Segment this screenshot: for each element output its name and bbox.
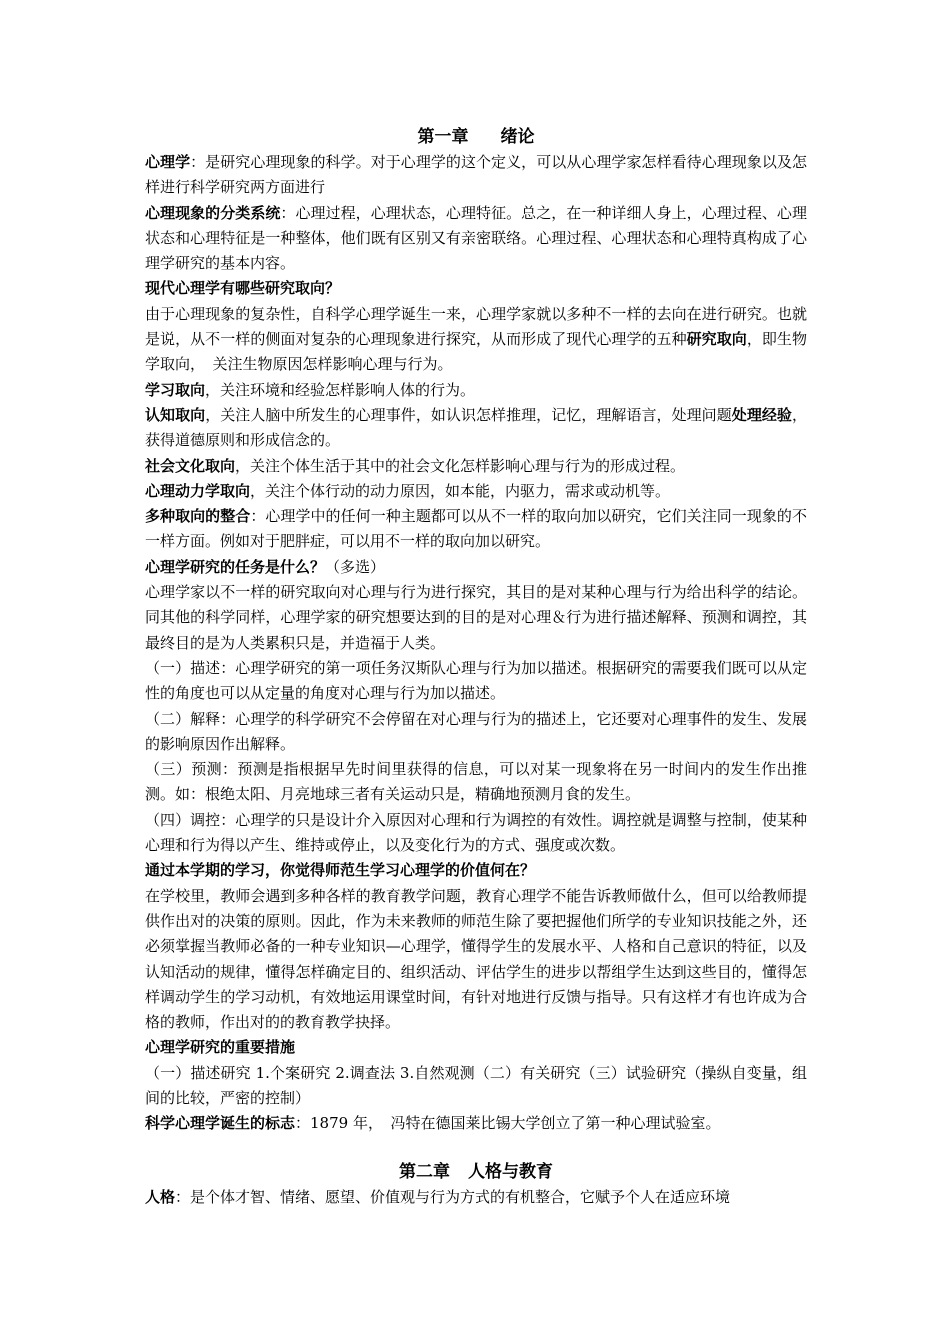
chapter-1-number: 第一章 <box>417 127 469 147</box>
paragraph-task-explain: （二）解释：心理学的科学研究不会停留在对心理与行为的描述上，它还要对心理事件的发生、发展的影响原因作出解释。 <box>145 709 807 753</box>
paragraph-learning-orientation: 学习取向，关注环境和经验怎样影响人体的行为。 <box>145 380 476 399</box>
paragraph-tasks-intro: 心理学家以不一样的研究取向对心理与行为进行探究，其目的是对某种心理与行为给出科学的结论。同其他的科学同样，心理学家的研究想要达到的目的是对心理＆行为进行描述解释、预测和调控，其最终目的是为人类累积只是，并造福于人类。 <box>145 583 807 652</box>
paragraph-value-answer: 在学校里，教师会遇到多种各样的教育教学问题，教育心理学不能告诉教师做什么，但可以给教师提供作出对的决策的原则。因此，作为未来教师的师范生除了要把握他们所学的专业知识技能之外，还必须掌握当教师必备的一种专业知识—心理学，懂得学生的发展水平、人格和自己意识的特征，以及认知活动的规律，懂得怎样确定目的、组织活动、评估学生的进步以帮组学生达到这些目的，懂得怎样调动学生的学习动机，有效地运用课堂时间，有针对地进行反馈与指导。只有这样才有也许成为合格的教师，作出对的的教育教学抉择。 <box>145 886 807 1032</box>
paragraph-cognitive-orientation: 认知取向，关注人脑中所发生的心理事件，如认识怎样推理，记忆，理解语言，处理问题处理经验，获得道德原则和形成信念的。 <box>145 405 807 450</box>
term: 心理学 <box>145 153 191 171</box>
paragraph-psychodynamic-orientation: 心理动力学取向，关注个体行动的动力原因，如本能，内驱力，需求或动机等。 <box>145 481 671 500</box>
paragraph-research-methods: （一）描述研究 1.个案研究 2.调查法 3.自然观测（二）有关研究（三）试验研究（操纵自变量，组间的比较，严密的控制） <box>145 1063 807 1107</box>
paragraph-task-control: （四）调控：心理学的只是设计介入原因对心理和行为调控的有效性。调控就是调整与控制，使某种心理和行为得以产生、维持或停止，以及变化行为的方式、强度或次数。 <box>145 810 807 855</box>
paragraph-classification: 心理现象的分类系统：心理过程，心理状态，心理特征。总之，在一种详细人身上，心理过程、心理状态和心理特征是一种整体，他们既有区别又有亲密联络。心理过程、心理状态和心理特真构成了心理学研究的基本内容。 <box>145 203 807 273</box>
paragraph-orientations: 由于心理现象的复杂性，自科学心理学诞生一来，心理学家就以多种不一样的去向在进行研究。也就是说，从不一样的侧面对复杂的心理现象进行探究，从而形成了现代心理学的五种研究取向，即生物学取向， 关注生物原因怎样影响心理与行为。 <box>145 304 807 374</box>
term: 社会文化取向 <box>145 456 236 475</box>
term: 学习取向 <box>145 380 206 399</box>
term: 科学心理学诞生的标志 <box>145 1114 296 1133</box>
paragraph-personality-definition: 人格：是个体才智、情绪、愿望、价值观与行为方式的有机整合，它赋予个人在适应环境 <box>145 1187 731 1206</box>
document-body <box>145 124 807 1210</box>
question-research-tasks: 心理学研究的任务是什么？（多选） <box>145 557 386 576</box>
question-research-methods: 心理学研究的重要措施 <box>145 1038 296 1057</box>
paragraph-sociocultural-orientation: 社会文化取向，关注个体生活于其中的社会文化怎样影响心理与行为的形成过程。 <box>145 456 686 475</box>
term: 多种取向的整合 <box>145 507 251 526</box>
paragraph-integration: 多种取向的整合：心理学中的任何一种主题都可以从不一样的取向加以研究，它们关注同一现象的不一样方面。例如对于肥胖症，可以用不一样的取向加以研究。 <box>145 507 807 551</box>
chapter-1-title: 绪论 <box>500 127 535 147</box>
paragraph-psychology-definition: 心理学：是研究心理现象的科学。对于心理学的这个定义，可以从心理学家怎样看待心理现象以及怎样进行科学研究两方面进行 <box>145 153 807 197</box>
term: 人格 <box>145 1187 176 1206</box>
term: 认知取向 <box>145 405 206 424</box>
question-value-for-teachers: 通过本学期的学习，你觉得师范生学习心理学的价值何在？ <box>145 861 536 880</box>
term: 心理现象的分类系统 <box>145 203 281 222</box>
chapter-2-heading <box>145 1159 807 1185</box>
chapter-2-title: 人格与教育 <box>468 1161 553 1182</box>
term: 心理动力学取向 <box>145 481 251 500</box>
chapter-2-number: 第二章 <box>399 1161 450 1182</box>
paragraph-birth-of-scientific-psychology: 科学心理学诞生的标志：1879 年， 冯特在德国莱比锡大学创立了第一种心理试验室。 <box>145 1114 721 1133</box>
paragraph-task-describe: （一）描述：心理学研究的第一项任务汉斯队心理与行为加以描述。根据研究的需要我们既可以从定性的角度也可以从定量的角度对心理与行为加以描述。 <box>145 658 807 703</box>
question-research-orientations: 现代心理学有哪些研究取向？ <box>145 279 341 298</box>
paragraph-task-predict: （三）预测：预测是指根据早先时间里获得的信息，可以对某一现象将在另一时间内的发生作出推测。如：根绝太阳、月亮地球三者有关运动只是，精确地预测月食的发生。 <box>145 760 807 804</box>
chapter-1-heading <box>145 124 807 150</box>
